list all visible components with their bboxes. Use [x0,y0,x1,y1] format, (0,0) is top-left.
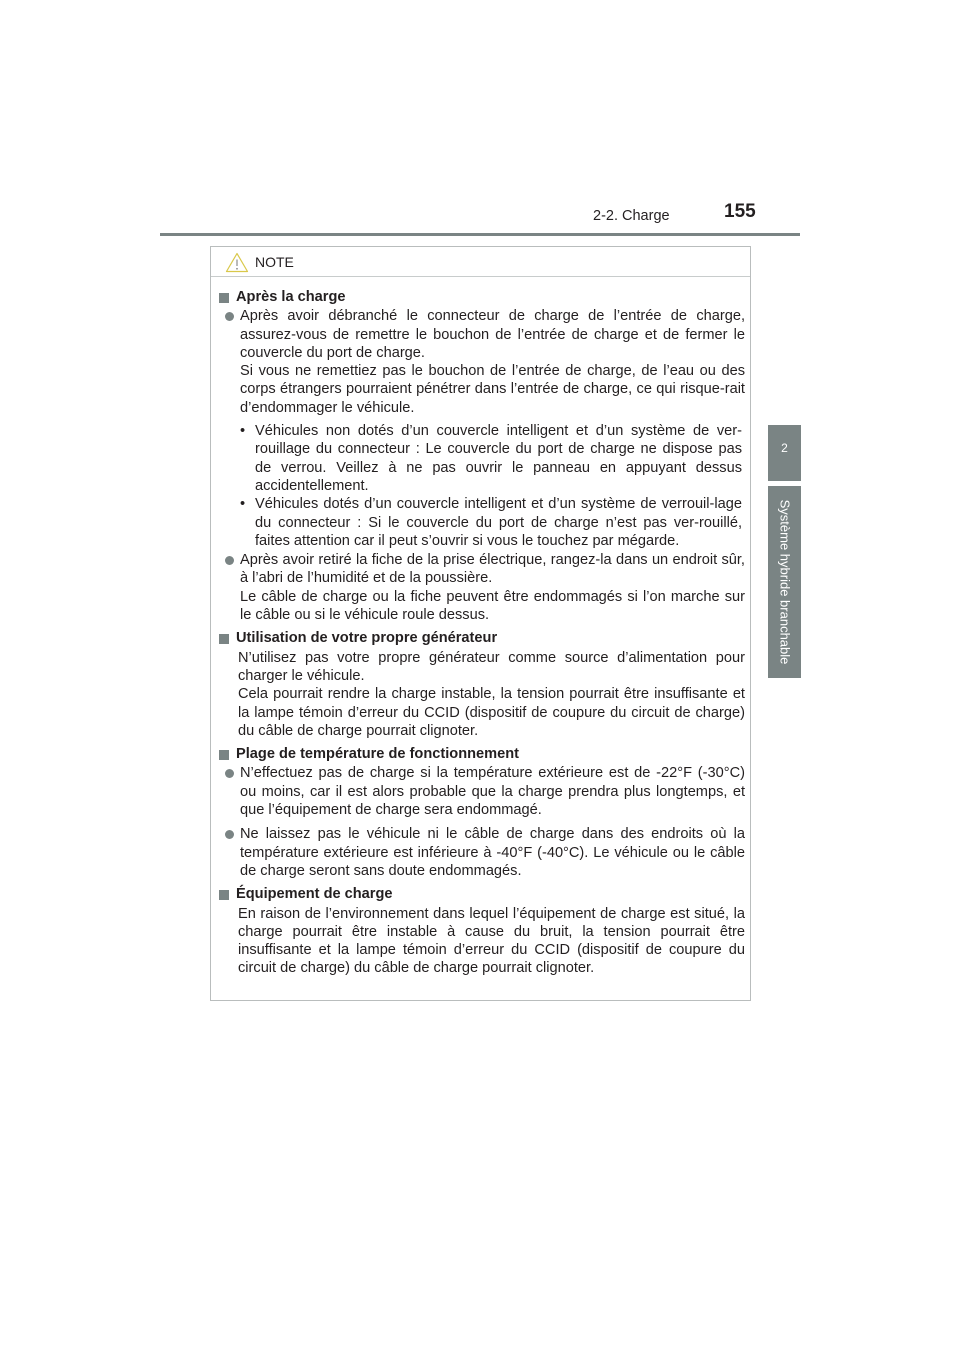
square-bullet-icon [219,890,229,900]
square-bullet-icon [219,634,229,644]
note-label: NOTE [255,254,294,270]
chapter-number: 2 [781,441,788,455]
paragraph: Si vous ne remettiez pas le bouchon de l’entrée de charge, de l’eau ou des corps étrangers pourraient pénétrer dans l’entrée de charge, ce qui risque-rait d’endommager le véhicule. [240,363,745,416]
section-heading: Équipement de charge [219,885,745,903]
section-heading: Plage de température de fonctionnement [219,745,745,763]
dot-marker-icon: • [240,496,246,513]
list-item [219,649,745,740]
page-number: 155 [724,201,756,222]
paragraph: Cela pourrait rendre la charge instable, la tension pourrait être insuffisante et la lampe témoin d’erreur du CCID (dispositif de coupure du circuit de charge) du câble de charge pourrait clignoter. [238,686,745,739]
note-header [211,247,750,277]
list-item [219,307,745,417]
sub-list-item: • Véhicules non dotés d’un couvercle intelligent et d’un système de ver-rouillage du connecteur : Le couvercle du port de charge ne dispose pas de verrou. Veillez à ne pas ouvrir le panneau en appuyant dessus accidentellement. [240,423,742,494]
section-heading: Utilisation de votre propre générateur [219,629,745,647]
round-bullet-icon [225,830,234,839]
sub-list-item: • Véhicules dotés d’un couvercle intelligent et d’un système de verrouil-lage du connecteur : Si le couvercle du port de charge n’est pas ver-rouillé, faites attention car il peut s’ouvrir si vous le touchez par mégarde. [240,496,742,549]
square-bullet-icon [219,293,229,303]
paragraph: Après avoir retiré la fiche de la prise électrique, rangez-la dans un endroit sûr, à l’abri de l’humidité et de la poussière. [240,552,745,587]
note-box [210,246,751,1001]
note-body [219,288,745,978]
paragraph: Le câble de charge ou la fiche peuvent être endommagés si l’on marche sur le câble ou si le véhicule roule dessus. [240,588,745,624]
paragraph: En raison de l’environnement dans lequel l’équipement de charge est situé, la charge pourrait être instable à cause du bruit, la tension pourrait être insuffisante et la lampe témoin d’erreur du CCID (dispositif de coupure du circuit de charge) du câble de charge pourrait clignoter. [238,905,745,977]
chapter-tab-title[interactable] [768,486,801,678]
paragraph: Ne laissez pas le véhicule ni le câble de charge dans des endroits où la température extérieure est inférieure à -40°F (-40°C). Le véhicule ou le câble de charge seront sans doute endommagés. [240,826,745,879]
paragraph: N’utilisez pas votre propre générateur comme source d’alimentation pour charger le véhicule. [238,649,745,684]
chapter-tab-number[interactable] [768,425,801,481]
round-bullet-icon [225,556,234,565]
list-item [219,764,745,819]
dot-marker-icon: • [240,423,246,440]
paragraph: Après avoir débranché le connecteur de charge de l’entrée de charge, assurez-vous de remettre le bouchon de l’entrée de charge et de fermer le couvercle du port de charge. [240,308,745,361]
round-bullet-icon [225,769,234,778]
header-rule [160,233,800,236]
list-item [219,905,745,978]
round-bullet-icon [225,312,234,321]
section-heading: Après la charge [219,288,745,306]
list-item [219,551,745,624]
paragraph: N’effectuez pas de charge si la température extérieure est de -22°F (-30°C) ou moins, car il est alors probable que la charge prendra plus longtemps, et que l’équipement de charge sera endommagé. [240,765,745,819]
list-item [219,825,745,880]
warning-triangle-icon [225,252,249,273]
chapter-title: Système hybride branchable [777,499,792,665]
square-bullet-icon [219,750,229,760]
section-title: 2-2. Charge [593,208,670,224]
